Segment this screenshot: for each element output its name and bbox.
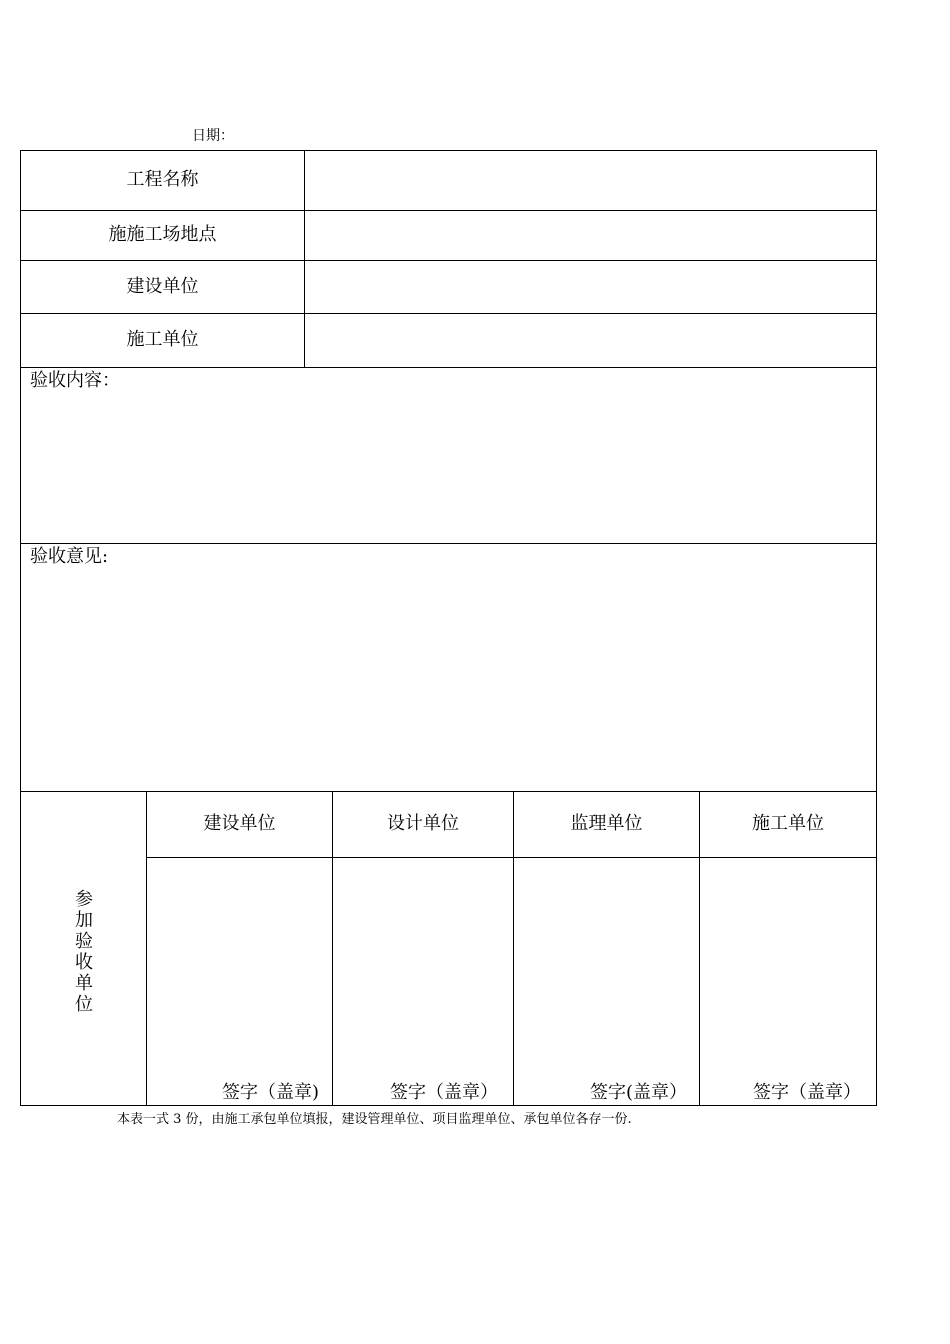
row-divider	[21, 313, 876, 314]
participating-units-label: 参加验收单位	[75, 889, 93, 1015]
participant-developer-header: 建设单位	[203, 813, 276, 834]
designer-signature-label: 签字（盖章）	[390, 1082, 498, 1103]
participant-header-divider	[147, 857, 876, 858]
acceptance-opinion-label: 验收意见:	[30, 546, 109, 567]
contractor-unit-label: 施工单位	[126, 329, 199, 350]
developer-unit-label: 建设单位	[126, 276, 199, 297]
supervisor-signature-label: 签字(盖章）	[590, 1082, 688, 1103]
acceptance-content-label: 验收内容：	[30, 370, 120, 391]
row-divider	[21, 791, 876, 792]
participant-column-divider	[699, 791, 700, 1105]
participant-supervisor-header: 监理单位	[570, 813, 643, 834]
construction-site-label: 施施工场地点	[108, 224, 217, 245]
participant-column-divider	[332, 791, 333, 1105]
form-footnote: 本表一式 3 份，由施工承包单位填报，建设管理单位、项目监理单位、承包单位各存一份.	[117, 1112, 632, 1127]
acceptance-form	[20, 150, 877, 1106]
row-divider	[21, 210, 876, 211]
date-label: 日期：	[192, 128, 234, 144]
developer-signature-label: 签字（盖章)	[222, 1082, 320, 1103]
row-divider	[21, 543, 876, 544]
participant-designer-header: 设计单位	[387, 813, 459, 834]
participant-column-divider	[146, 791, 147, 1105]
contractor-signature-label: 签字（盖章）	[753, 1082, 861, 1103]
row-divider	[21, 367, 876, 368]
project-name-label: 工程名称	[126, 169, 199, 190]
participant-column-divider	[513, 791, 514, 1105]
participant-contractor-header: 施工单位	[752, 813, 824, 834]
label-column-divider	[304, 151, 305, 367]
row-divider	[21, 260, 876, 261]
